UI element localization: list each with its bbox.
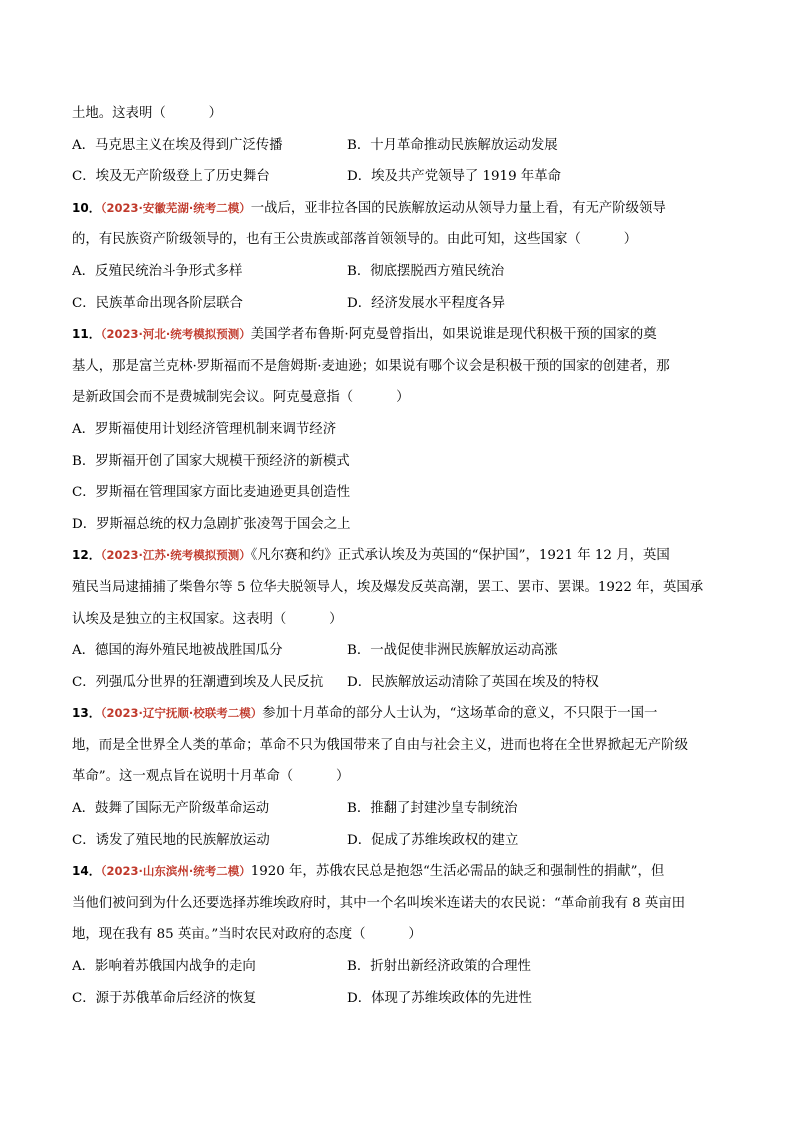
q11-option-b[interactable]: B．罗斯福开创了国家大规模干预经济的新模式 — [72, 453, 350, 469]
q12-option-a[interactable]: A．德国的海外殖民地被战胜国瓜分 — [72, 643, 283, 659]
q10-option-a[interactable]: A．反殖民统治斗争形式多样 — [72, 263, 243, 279]
q11-text-4: ） — [396, 390, 410, 406]
q14-stem-line-3 — [72, 919, 722, 951]
q12-source: （2023·江苏·统考模拟预测） — [100, 548, 251, 563]
q13-option-a[interactable]: A．鼓舞了国际无产阶级革命运动 — [72, 801, 270, 817]
q13-number: 13． — [72, 706, 101, 721]
q11-option-b-row — [72, 446, 722, 478]
q11-stem-line-2 — [72, 351, 722, 383]
q14-text-2: 当他们被问到为什么还要选择苏维埃政府时，其中一个名叫埃米连诺夫的农民说：“革命前我有 8 英亩田 — [72, 895, 686, 911]
q10-text-2: 的，有民族资产阶级领导的，也有王公贵族或部落首领领导的。由此可知，这些国家（ — [72, 232, 581, 248]
q14-number: 14． — [72, 864, 101, 879]
q12-stem-line-1 — [72, 540, 722, 572]
q14-option-d[interactable]: D．体现了苏维埃政体的先进性 — [347, 990, 532, 1006]
q13-text-2: 地，而是全世界全人类的革命；革命不只为俄国带来了自由与社会主义，进而也将在全世界掀起无产阶级 — [72, 737, 688, 753]
q9-option-d[interactable]: D．埃及共产党领导了 1919 年革命 — [347, 169, 562, 185]
q14-option-c[interactable]: C．源于苏俄革命后经济的恢复 — [72, 990, 257, 1006]
q9-stem-close: ） — [208, 106, 222, 121]
q12-option-c[interactable]: C．列强瓜分世界的狂潮遭到埃及人民反抗 — [72, 674, 324, 690]
q10-stem-line-2 — [72, 224, 722, 256]
q11-option-c-row — [72, 477, 722, 509]
q11-source: （2023·河北·统考模拟预测） — [100, 327, 251, 342]
q10-text-1: 一战后，亚非拉各国的民族解放运动从领导力量上看，有无产阶级领导 — [250, 200, 666, 216]
q10-options-row-2 — [72, 288, 722, 320]
q10-option-d[interactable]: D．经济发展水平程度各异 — [347, 295, 506, 311]
q13-source: （2023·辽宁抚顺·校联考二模） — [100, 706, 263, 721]
q11-stem-line-1 — [72, 319, 722, 351]
q14-options-row-2 — [72, 983, 722, 1015]
q12-text-3: 认埃及是独立的主权国家。这表明（ — [72, 611, 287, 627]
q10-number: 10． — [72, 200, 101, 215]
q14-source: （2023·山东滨州·统考二模） — [100, 864, 251, 879]
exam-page — [72, 98, 722, 1014]
q13-stem-line-2 — [72, 730, 722, 762]
q14-stem-line-2 — [72, 888, 722, 920]
q13-options-row-1 — [72, 793, 722, 825]
q13-stem-line-3 — [72, 761, 722, 793]
q14-text-1: 1920 年，苏俄农民总是抱怨“生活必需品的缺乏和强制性的捐献”，但 — [250, 864, 665, 880]
q9-stem-text: 土地。这表明（ — [72, 106, 166, 121]
q10-option-b[interactable]: B．彻底摆脱西方殖民统治 — [347, 263, 505, 279]
q12-options-row-1 — [72, 635, 722, 667]
q13-text-3: 革命”。这一观点旨在说明十月革命（ — [72, 769, 294, 785]
q12-number: 12． — [72, 548, 101, 563]
q13-text-1: 参加十月革命的部分人士认为，“这场革命的意义，不只限于一国一 — [262, 706, 658, 722]
q11-option-a[interactable]: A．罗斯福使用计划经济管理机制来调节经济 — [72, 421, 337, 437]
q10-option-c[interactable]: C．民族革命出现各阶层联合 — [72, 295, 243, 311]
q14-option-b[interactable]: B．折射出新经济政策的合理性 — [347, 959, 531, 975]
q10-options-row-1 — [72, 256, 722, 288]
q9-stem-tail — [72, 98, 722, 130]
q12-text-4: ） — [329, 611, 343, 627]
q12-option-b[interactable]: B．一战促使非洲民族解放运动高涨 — [347, 643, 558, 659]
q13-option-d[interactable]: D．促成了苏维埃政权的建立 — [347, 832, 519, 848]
q9-options-row-1 — [72, 130, 722, 162]
q13-text-4: ） — [335, 769, 350, 785]
q14-text-4: ） — [408, 927, 422, 943]
q10-stem-line-1 — [72, 193, 722, 225]
q14-option-a[interactable]: A．影响着苏俄国内战争的走向 — [72, 959, 256, 975]
q11-option-d[interactable]: D．罗斯福总统的权力急剧扩张凌驾于国会之上 — [72, 516, 351, 532]
q14-options-row-1 — [72, 951, 722, 983]
q13-stem-line-1 — [72, 698, 722, 730]
q10-text-3: ） — [623, 232, 638, 248]
q12-stem-line-2 — [72, 572, 722, 604]
q11-option-c[interactable]: C．罗斯福在管理国家方面比麦迪逊更具创造性 — [72, 485, 351, 501]
q12-text-2: 殖民当局逮捕捕了柴鲁尔等 5 位华夫脱领导人，埃及爆发反英高潮，罢工、罢市、罢课。1922 年，英国承 — [72, 579, 704, 595]
q9-option-a[interactable]: A．马克思主义在埃及得到广泛传播 — [72, 137, 283, 153]
q13-options-row-2 — [72, 825, 722, 857]
q12-options-row-2 — [72, 667, 722, 699]
q11-number: 11． — [72, 327, 101, 342]
q12-option-d[interactable]: D．民族解放运动清除了英国在埃及的特权 — [347, 674, 599, 690]
q9-options-row-2 — [72, 161, 722, 193]
q13-option-b[interactable]: B．推翻了封建沙皇专制统治 — [347, 801, 518, 817]
q13-option-c[interactable]: C．诱发了殖民地的民族解放运动 — [72, 832, 270, 848]
q11-text-3: 是新政国会而不是费城制宪会议。阿克曼意指（ — [72, 390, 354, 406]
q12-stem-line-3 — [72, 604, 722, 636]
q14-stem-line-1 — [72, 856, 722, 888]
q11-text-1: 美国学者布鲁斯·阿克曼曾指出，如果说谁是现代积极干预的国家的奠 — [250, 327, 657, 343]
q9-option-b[interactable]: B．十月革命推动民族解放运动发展 — [347, 137, 558, 153]
q11-stem-line-3 — [72, 382, 722, 414]
q10-source: （2023·安徽芜湖·统考二模） — [100, 200, 251, 215]
q9-option-c[interactable]: C．埃及无产阶级登上了历史舞台 — [72, 169, 270, 185]
q11-option-a-row — [72, 414, 722, 446]
q11-option-d-row — [72, 509, 722, 541]
q12-text-1: 《凡尔赛和约》正式承认埃及为英国的“保护国”，1921 年 12 月，英国 — [250, 548, 670, 564]
q14-text-3: 地，现在我有 85 英亩。”当时农民对政府的态度（ — [72, 927, 366, 943]
q11-text-2: 基人，那是富兰克林·罗斯福而不是詹姆斯·麦迪逊；如果说有哪个议会是积极干预的国家的创建者，那 — [72, 358, 670, 374]
